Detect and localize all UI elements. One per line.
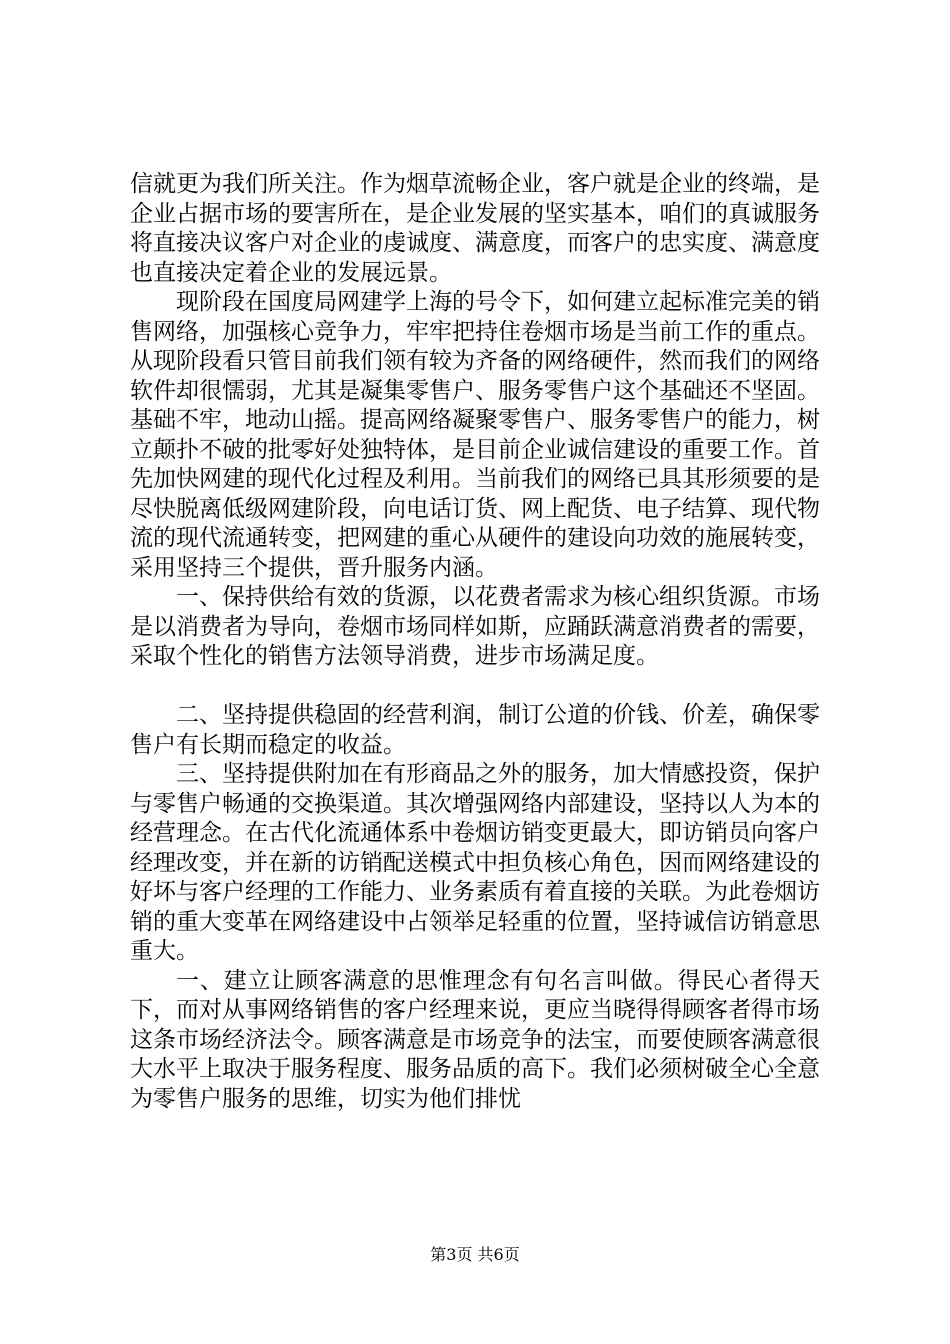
paragraph-3: 一、保持供给有效的货源，以花费者需求为核心组织货源。市场是以消费者为导向，卷烟市场同样如斯，应踊跃满意消费者的需要，采取个性化的销售方法领导消费，进步市场满足度。 [130, 584, 820, 669]
paragraph-1: 信就更为我们所关注。作为烟草流畅企业，客户就是企业的终端，是企业占据市场的要害所在，是企业发展的坚实基本，咱们的真诚服务将直接决议客户对企业的虔诚度、满意度，而客户的忠实度、满意度也直接决定着企业的发展远景。 [130, 171, 820, 286]
paragraph-4: 二、坚持提供稳固的经营利润，制订公道的价钱、价差，确保零售户有长期而稳定的收益。 [130, 702, 820, 758]
paragraph-2: 现阶段在国度局网建学上海的号令下，如何建立起标准完美的销售网络，加强核心竞争力，牢牢把持住卷烟市场是当前工作的重点。从现阶段看只管目前我们领有较为齐备的网络硬件，然而我们的网络软件却很懦弱，尤其是凝集零售户、服务零售户这个基础还不坚固。基础不牢，地动山摇。提高网络凝聚零售户、服务零售户的能力，树立颠扑不破的批零好处独特体，是目前企业诚信建设的重要工作。首先加快网建的现代化过程及利用。当前我们的网络已具其形须要的是尽快脱离低级网建阶段，向电话订货、网上配货、电子结算、现代物流的现代流通转变，把网建的重心从硬件的建设向功效的施展转变，采用坚持三个提供，晋升服务内涵。 [130, 289, 820, 581]
page-number-footer: 第3页 共6页 [430, 1245, 520, 1264]
document-body [130, 170, 820, 1114]
paragraph-5: 三、坚持提供附加在有形商品之外的服务，加大情感投资，保护与零售户畅通的交换渠道。其次增强网络内部建设，坚持以人为本的经营理念。在古代化流通体系中卷烟访销变更最大，即访销员向客户经理改变，并在新的访销配送模式中担负核心角色，因而网络建设的好坏与客户经理的工作能力、业务素质有着直接的关联。为此卷烟访销的重大变革在网络建设中占领举足轻重的位置，坚持诚信访销意思重大。 [130, 761, 820, 964]
paragraph-gap [130, 672, 820, 702]
paragraph-6: 一、建立让顾客满意的思惟理念有句名言叫做。得民心者得天下，而对从事网络销售的客户经理来说，更应当晓得得顾客者得市场这条市场经济法令。顾客满意是市场竞争的法宝，而要使顾客满意很大水平上取决于服务程度、服务品质的高下。我们必须树破全心全意为零售户服务的思维，切实为他们排忧 [130, 967, 820, 1112]
